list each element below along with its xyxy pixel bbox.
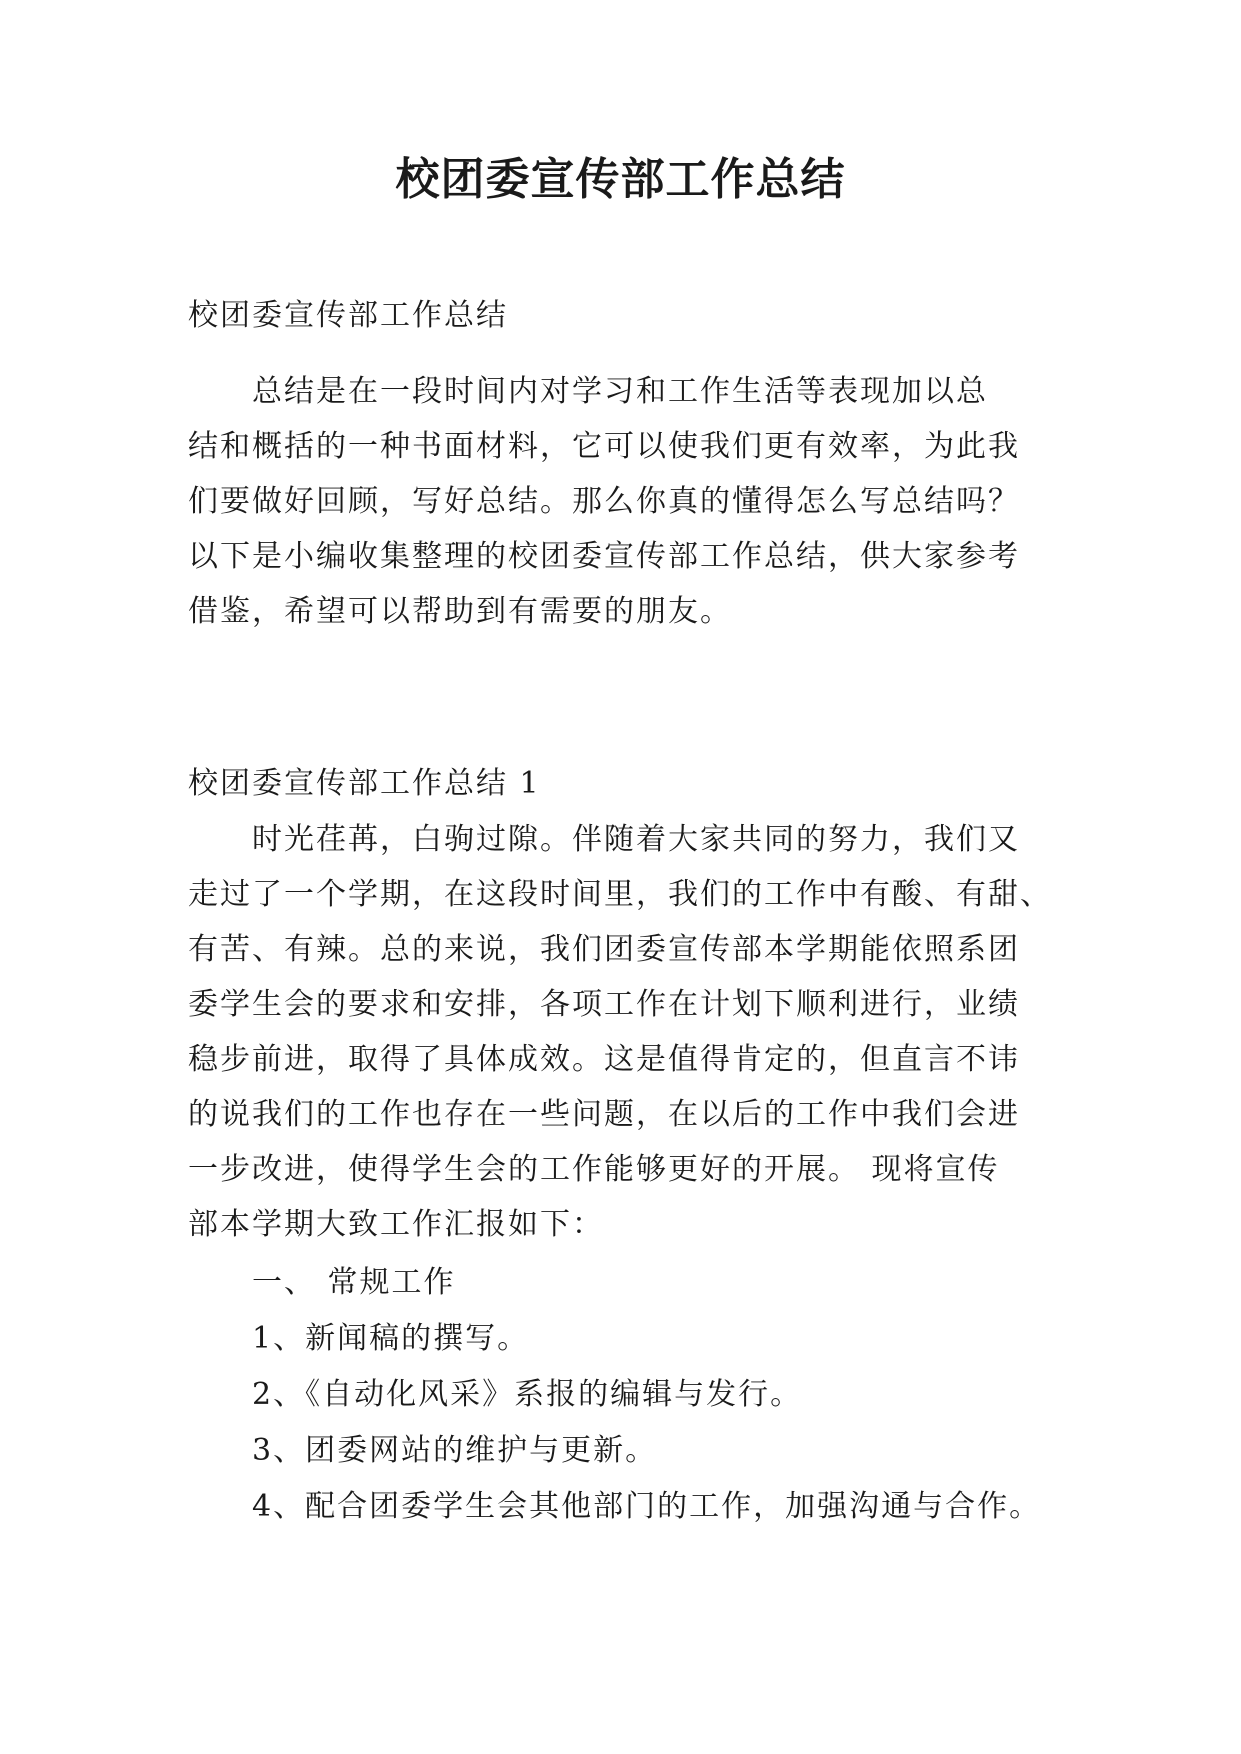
list-item: 2、《自动化风采》系报的编辑与发行。 [252,1377,803,1412]
intro-line: 结和概括的一种书面材料，它可以使我们更有效率，为此我 [188,429,1020,464]
body-line: 的说我们的工作也存在一些问题，在以后的工作中我们会进 [188,1097,1020,1132]
intro-line: 们要做好回顾，写好总结。那么你真的懂得怎么写总结吗？ [188,484,1020,519]
intro-line: 借鉴，希望可以帮助到有需要的朋友。 [188,594,732,629]
intro-line: 总结是在一段时间内对学习和工作生活等表现加以总 [252,374,988,409]
list-item: 1、新闻稿的撰写。 [252,1321,530,1356]
document-title: 校团委宣传部工作总结 [395,154,846,205]
body-line: 走过了一个学期，在这段时间里，我们的工作中有酸、有甜、 [188,877,1052,912]
body-line: 部本学期大致工作汇报如下： [188,1207,604,1242]
body-line: 委学生会的要求和安排，各项工作在计划下顺利进行，业绩 [188,987,1020,1022]
document-subtitle: 校团委宣传部工作总结 [188,298,508,333]
list-heading: 一、 常规工作 [252,1265,456,1300]
body-line: 稳步前进，取得了具体成效。这是值得肯定的，但直言不讳 [188,1042,1020,1077]
list-item: 3、团委网站的维护与更新。 [252,1433,658,1468]
body-line: 时光荏苒，白驹过隙。伴随着大家共同的努力，我们又 [252,822,1020,857]
intro-line: 以下是小编收集整理的校团委宣传部工作总结，供大家参考 [188,539,1020,574]
body-line: 有苦、有辣。总的来说，我们团委宣传部本学期能依照系团 [188,932,1020,967]
body-line: 一步改进，使得学生会的工作能够更好的开展。 现将宣传 [188,1152,1000,1187]
list-item: 4、配合团委学生会其他部门的工作，加强沟通与合作。 [252,1489,1042,1524]
section-heading: 校团委宣传部工作总结 1 [188,766,541,801]
